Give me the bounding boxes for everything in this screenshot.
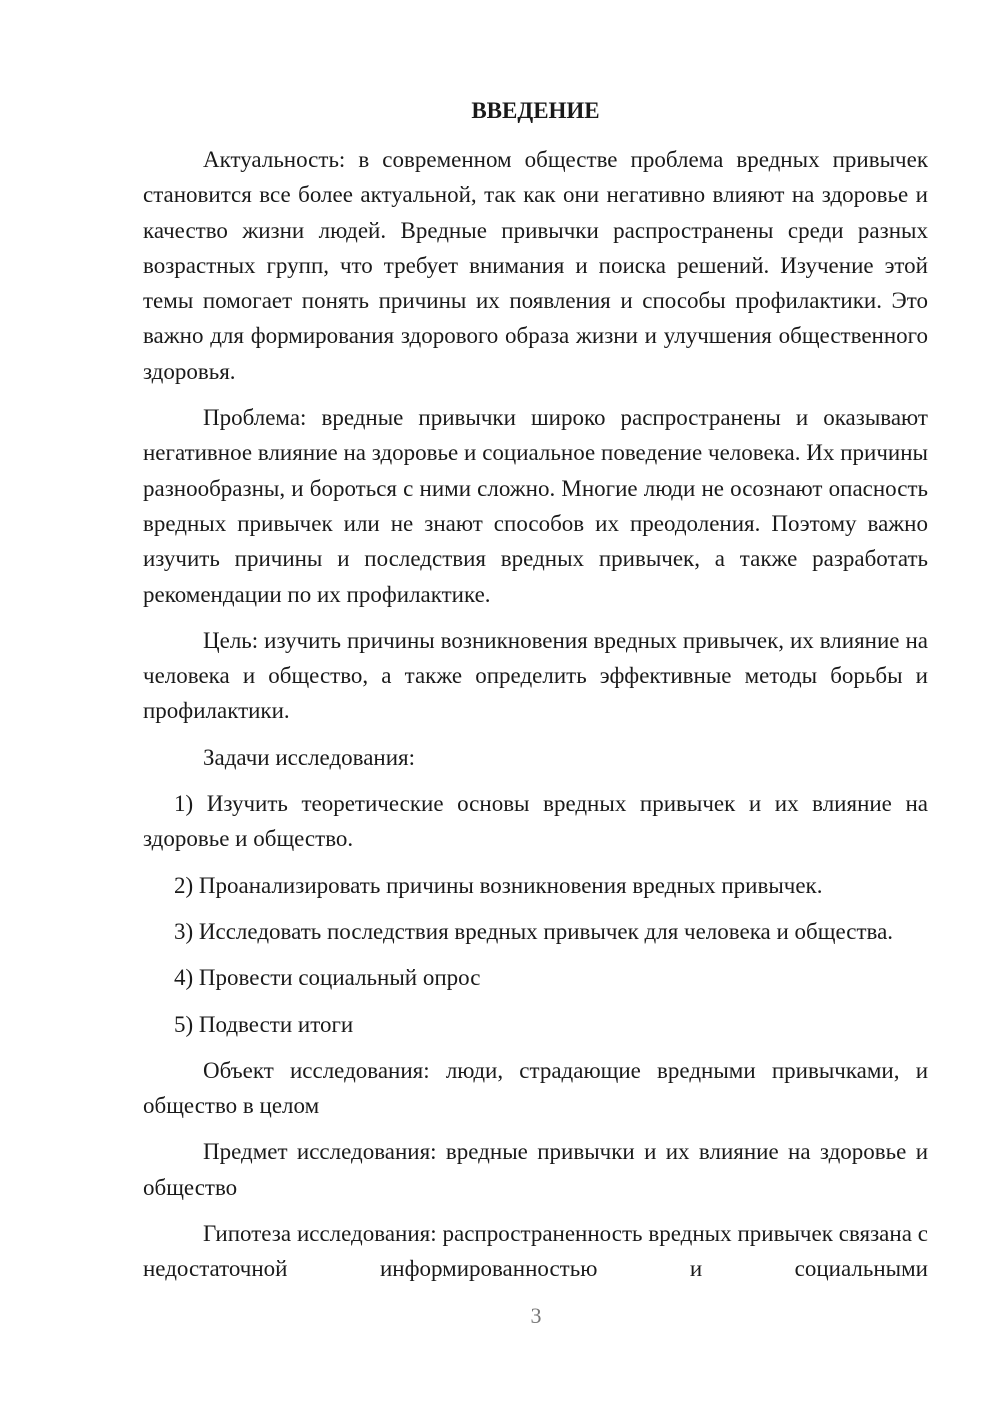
page-number: 3	[530, 1303, 542, 1328]
task-item-2: 2) Проанализировать причины возникновения вредных привычек.	[174, 872, 823, 898]
tasks-title: Задачи исследования:	[203, 744, 416, 770]
subject-paragraph: Предмет исследования: вредные привычки и их влияние на здоровье и общество	[143, 1139, 928, 1200]
hypothesis-paragraph: Гипотеза исследования: распространенность вредных привычек связана с недостаточной информированностью и социальными	[143, 1221, 928, 1282]
relevance-paragraph: Актуальность: в современном обществе проблема вредных привычек становится все более актуальной, так как они негативно влияют на здоровье и качество жизни людей. Вредные привычки распространены среди разных возрастных групп, что требует внимания и поиска решений. Изучение этой темы помогает понять причины их появления и способы профилактики. Это важно для формирования здорового образа жизни и улучшения общественного здоровья.	[143, 147, 928, 384]
page-content	[143, 93, 928, 1298]
task-item-4: 4) Провести социальный опрос	[174, 965, 481, 991]
task-item-5: 5) Подвести итоги	[174, 1011, 354, 1037]
goal-paragraph: Цель: изучить причины возникновения вредных привычек, их влияние на человека и общество, а также определить эффективные методы борьбы и профилактики.	[143, 627, 928, 724]
section-heading: ВВЕДЕНИЕ	[471, 98, 600, 123]
task-item-3: 3) Исследовать последствия вредных привычек для человека и общества.	[174, 918, 894, 944]
task-item-1: 1) Изучить теоретические основы вредных привычек и их влияние на здоровье и общество.	[143, 791, 928, 852]
object-paragraph: Объект исследования: люди, страдающие вредными привычками, и общество в целом	[143, 1057, 928, 1119]
problem-paragraph: Проблема: вредные привычки широко распространены и оказывают негативное влияние на здоровье и социальное поведение человека. Их причины разнообразны, и бороться с ними сложно. Многие люди не осознают опасность вредных привычек или не знают способов их преодоления. Поэтому важно изучить причины и последствия вредных привычек, а также разработать рекомендации по их профилактике.	[143, 405, 928, 607]
